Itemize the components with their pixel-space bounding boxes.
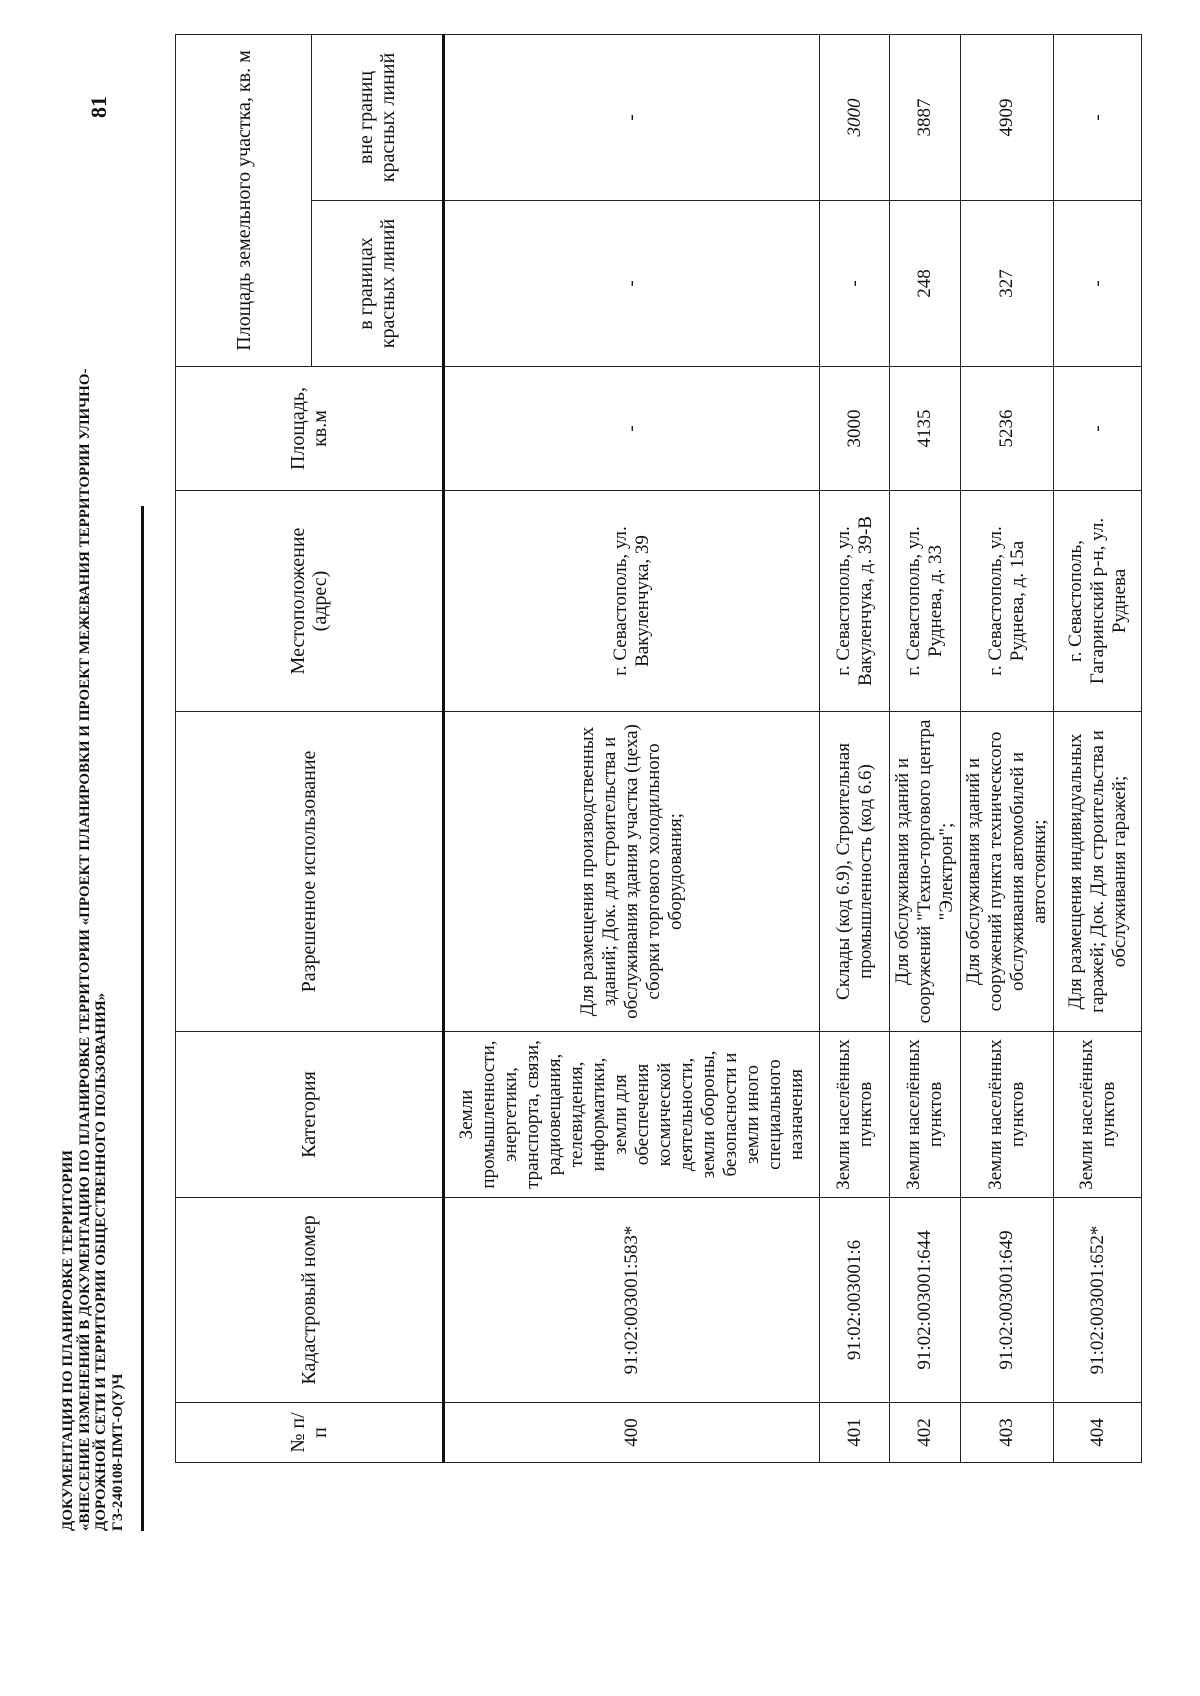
col-area-header: Площадь, кв.м — [176, 367, 444, 491]
cell-area: 5236 — [961, 367, 1054, 491]
table-row — [1054, 34, 1142, 1462]
table-row — [820, 34, 890, 1462]
cell-permitted-use: Для размещения производственных зданий; Док. для строительства и обслуживания здания участка (цеха) сборки торгового холодильного оборудования; — [444, 712, 820, 1032]
col-location-header: Местоположение (адрес) — [176, 491, 444, 712]
page-number: 81 — [86, 96, 111, 118]
cell-outside: 3000 — [820, 34, 890, 200]
col-outside-red-lines-header: вне границ красных линий — [312, 34, 444, 200]
table-row — [444, 34, 820, 1462]
cell-num: 402 — [890, 1403, 961, 1463]
cell-category: Земли населённых пунктов — [820, 1032, 890, 1198]
cell-within: - — [820, 201, 890, 367]
header-line-4: ГЗ-240108-ПМТ-О(У)Ч — [109, 1373, 126, 1531]
cell-cadastral: 91:02:003001:649 — [961, 1198, 1054, 1403]
cell-cadastral: 91:02:003001:644 — [890, 1198, 961, 1403]
cell-location: г. Севастополь, Гагаринский р-н, ул. Руднева — [1054, 491, 1142, 712]
cell-area: - — [1054, 367, 1142, 491]
cell-within: 327 — [961, 201, 1054, 367]
cell-location: г. Севастополь, ул. Руднева, д. 15а — [961, 491, 1054, 712]
col-cadastral-header: Кадастровый номер — [176, 1198, 444, 1403]
table-row — [961, 34, 1054, 1462]
col-category-header: Категория — [176, 1032, 444, 1198]
cell-permitted-use: Для размещения индивидуальных гаражей; Док. Для строительства и обслуживания гаражей; — [1054, 712, 1142, 1032]
table-header — [176, 34, 444, 1462]
cell-location: г. Севастополь, ул. Вакуленчука, д. 39-В — [820, 491, 890, 712]
cell-cadastral: 91:02:003001:6 — [820, 1198, 890, 1403]
header-line-1: ДОКУМЕНТАЦИЯ ПО ПЛАНИРОВКЕ ТЕРРИТОРИИ — [60, 1150, 76, 1531]
cell-outside: 3887 — [890, 34, 961, 200]
col-within-red-lines-header: в границах красных линий — [312, 201, 444, 367]
cell-num: 403 — [961, 1403, 1054, 1463]
cell-cadastral: 91:02:003001:652* — [1054, 1198, 1142, 1403]
land-plots-table — [175, 34, 1142, 1463]
cell-cadastral: 91:02:003001:583* — [444, 1198, 820, 1403]
cell-num: 404 — [1054, 1403, 1142, 1463]
cell-within: - — [444, 201, 820, 367]
cell-category: Земли населённых пунктов — [1054, 1032, 1142, 1198]
cell-num: 401 — [820, 1403, 890, 1463]
cell-location: г. Севастополь, ул. Вакуленчука, 39 — [444, 491, 820, 712]
cell-permitted-use: Склады (код 6.9), Строительная промышленность (код 6.6) — [820, 712, 890, 1032]
cell-outside: 4909 — [961, 34, 1054, 200]
col-plot-area-group-header: Площадь земельного участка, кв. м — [176, 34, 312, 366]
document-header — [60, 368, 126, 1531]
cell-permitted-use: Для обслуживания зданий и сооружений "Техно-торгового центра "Электрон"; — [890, 712, 961, 1032]
cell-category: Земли промышленности, энергетики, транспорта, связи, радиовещания, телевидения, информатики, земли для обеспечения космической деятельности, земли обороны, безопасности и земли иного специального назначения — [444, 1032, 820, 1198]
cell-area: 4135 — [890, 367, 961, 491]
col-permitted-use-header: Разрешенное использование — [176, 712, 444, 1032]
cell-outside: - — [1054, 34, 1142, 200]
header-line-2: «ВНЕСЕНИЕ ИЗМЕНЕНИЙ В ДОКУМЕНТАЦИЮ ПО ПЛАНИРОВКЕ ТЕРРИТОРИИ «ПРОЕКТ ПЛАНИРОВКИ И ПРОЕКТ МЕЖЕВАНИЯ ТЕРРИТОРИИ УЛИЧНО- — [76, 368, 93, 1531]
header-line-3: ДОРОЖНОЙ СЕТИ И ТЕРРИТОРИИ ОБЩЕСТВЕННОГО ПОЛЬЗОВАНИЯ» — [93, 992, 109, 1531]
table-row — [890, 34, 961, 1462]
col-num-header: № п/п — [176, 1403, 444, 1463]
cell-location: г. Севастополь, ул. Руднева, д. 33 — [890, 491, 961, 712]
cell-category: Земли населённых пунктов — [890, 1032, 961, 1198]
cell-area: 3000 — [820, 367, 890, 491]
cell-area: - — [444, 367, 820, 491]
cell-within: - — [1054, 201, 1142, 367]
header-rule — [141, 506, 144, 1531]
cell-num: 400 — [444, 1403, 820, 1463]
cell-within: 248 — [890, 201, 961, 367]
cell-permitted-use: Для обслуживания зданий и сооружений пункта техническсого обслуживания автомобилей и автостоянки; — [961, 712, 1054, 1032]
cell-category: Земли населённых пунктов — [961, 1032, 1054, 1198]
cell-outside: - — [444, 34, 820, 200]
